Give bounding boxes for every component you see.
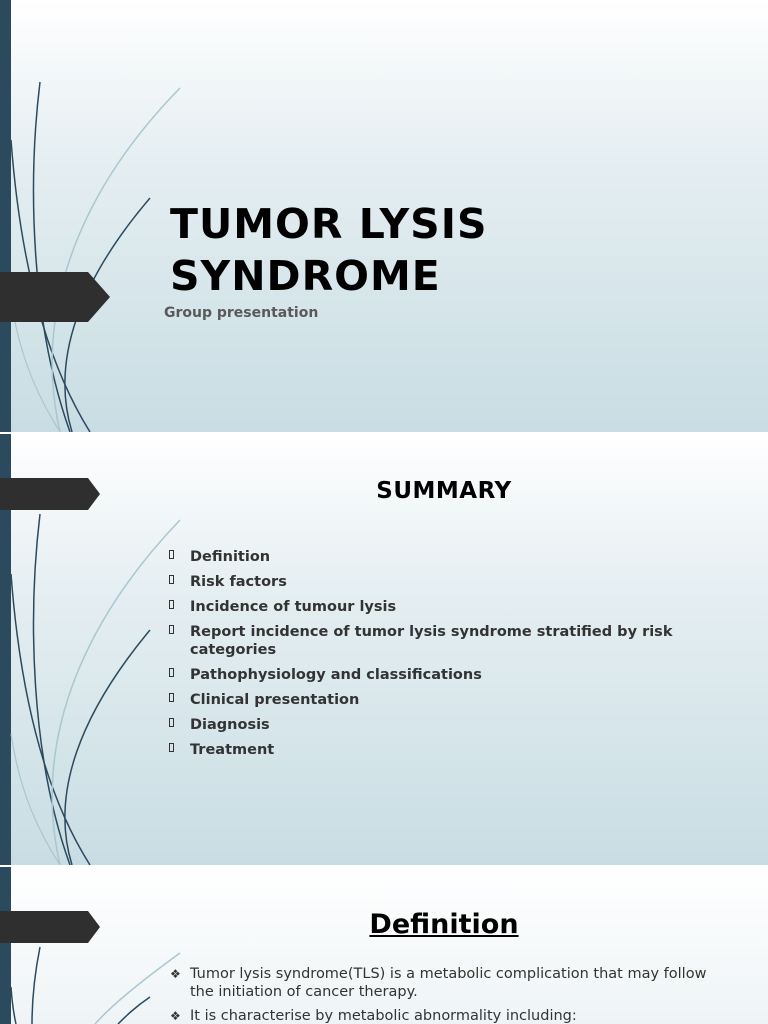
summary-slide [0, 434, 768, 865]
summary-heading: SUMMARY [376, 478, 512, 504]
hollow-box-bullet-icon [169, 718, 174, 727]
definition-list [168, 965, 728, 1024]
diamond-bullet-icon: ❖ [170, 1009, 181, 1023]
summary-item [168, 691, 678, 709]
summary-item-text: Pathophysiology and classifications [190, 667, 482, 683]
hollow-box-bullet-icon [169, 600, 174, 609]
hollow-box-bullet-icon [169, 668, 174, 677]
summary-item [168, 598, 678, 616]
hollow-box-bullet-icon [169, 693, 174, 702]
summary-item-text: Treatment [190, 742, 275, 758]
summary-item [168, 716, 678, 734]
title-slide [0, 0, 768, 432]
summary-item-text: Diagnosis [190, 717, 270, 733]
summary-item [168, 666, 678, 684]
summary-item-text: Definition [190, 549, 271, 565]
summary-item [168, 548, 678, 566]
presentation-title [170, 198, 488, 302]
summary-item [168, 741, 678, 759]
definition-slide [0, 867, 768, 1024]
definition-item [168, 1007, 728, 1024]
hollow-box-bullet-icon [169, 743, 174, 752]
hollow-box-bullet-icon [169, 550, 174, 559]
slide-tab-marker [0, 272, 110, 322]
summary-item [168, 623, 678, 659]
definition-item-text: It is characterise by metabolic abnormality including: [190, 1008, 577, 1024]
summary-item-text: Risk factors [190, 574, 287, 590]
summary-item-text: Incidence of tumour lysis [190, 599, 397, 615]
definition-item [168, 965, 728, 1001]
definition-item-text: Tumor lysis syndrome(TLS) is a metabolic complication that may follow the initiation of cancer therapy. [190, 966, 707, 1000]
title-line-1: TUMOR LYSIS [170, 200, 488, 248]
diamond-bullet-icon: ❖ [170, 967, 181, 981]
summary-item-text: Report incidence of tumor lysis syndrome stratified by risk categories [190, 624, 673, 658]
hollow-box-bullet-icon [169, 575, 174, 584]
title-line-2: SYNDROME [170, 252, 441, 300]
summary-item [168, 573, 678, 591]
hollow-box-bullet-icon [169, 625, 174, 634]
summary-list [168, 548, 678, 766]
summary-item-text: Clinical presentation [190, 692, 360, 708]
definition-heading: Definition [369, 909, 519, 940]
presentation-subtitle: Group presentation [164, 305, 319, 321]
